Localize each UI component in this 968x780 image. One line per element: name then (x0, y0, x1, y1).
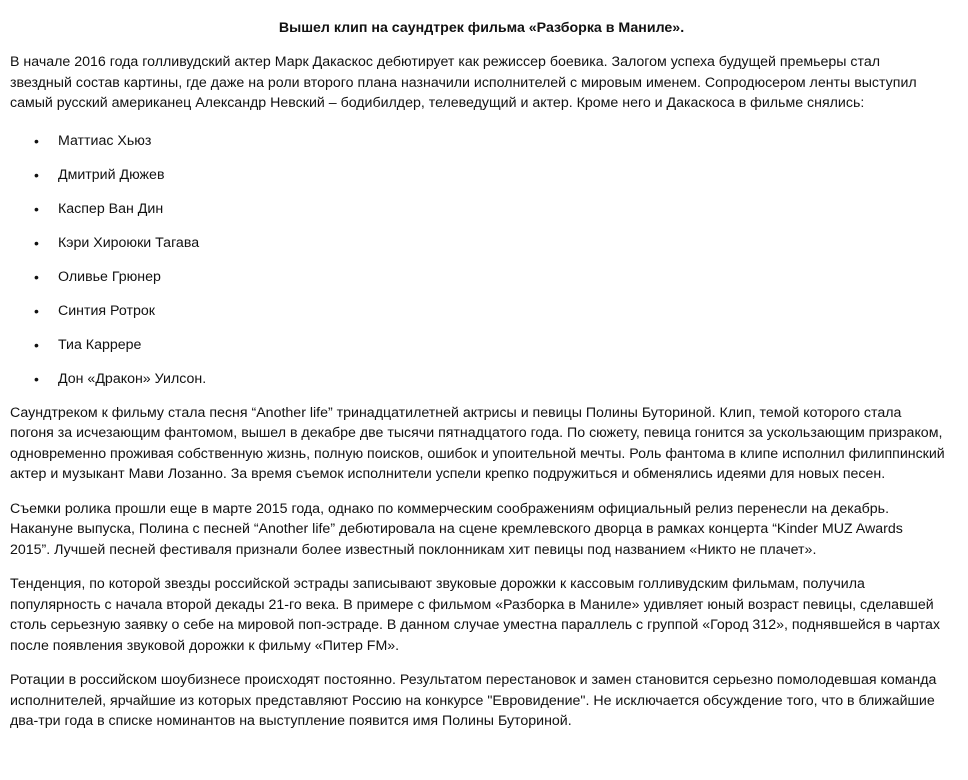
list-item (10, 165, 953, 185)
list-item (10, 369, 953, 389)
cast-name: Оливье Грюнер (58, 268, 161, 285)
bullet-icon: • (34, 132, 39, 149)
cast-name: Дмитрий Дюжев (58, 166, 165, 183)
bullet-icon: • (34, 336, 39, 353)
trend-paragraph: Тенденция, по которой звезды российской эстрады записывают звуковые дорожки к кассовым голливудским фильмам, получила популярность с начала второй декады 21-го века. В примере с фильмом «Разборка в Маниле» удивляет юный возраст певицы, сделавшей столь серьезную заявку о себе на мировой поп-эстраде. В данном случае уместна параллель с группой «Город 312», поднявшейся в чартах после появления звуковой дорожки к фильму «Питер FM». (10, 576, 941, 654)
cast-list (10, 131, 953, 389)
bullet-icon: • (34, 166, 39, 183)
list-item (10, 335, 953, 355)
document-title: Вышел клип на саундтрек фильма «Разборка в Маниле». (278, 20, 685, 36)
cast-name: Синтия Ротрок (58, 302, 155, 319)
bullet-icon: • (34, 268, 39, 285)
bullet-icon: • (34, 370, 39, 387)
cast-name: Тиа Каррере (58, 336, 142, 353)
cast-name: Маттиас Хьюз (58, 132, 152, 149)
filming-paragraph: Съемки ролика прошли еще в марте 2015 года, однако по коммерческим соображениям официальный релиз перенесли на декабрь. Накануне выпуска, Полина с песней “Another life” дебютировала на сцене кремлевского дворца в рамках концерта “Kinder MUZ Awards 2015”. Лучшей песней фестиваля признали более известный поклонникам хит певицы под названием «Никто не плачет». (10, 500, 903, 558)
list-item (10, 131, 953, 151)
cast-name: Дон «Дракон» Уилсон. (58, 370, 207, 387)
list-item (10, 267, 953, 287)
cast-name: Каспер Ван Дин (58, 200, 164, 217)
list-item (10, 233, 953, 253)
rotation-paragraph: Ротации в российском шоубизнесе происходят постоянно. Результатом перестановок и замен становится серьезно помолодевшая команда исполнителей, ярчайшие из которых представляют Россию на конкурсе "Евровидение". Не исключается обсуждение того, что в ближайшие два-три года в списке номинантов на выступление появится имя Полины Буториной. (10, 672, 937, 729)
intro-paragraph: В начале 2016 года голливудский актер Марк Дакаскос дебютирует как режиссер боевика. Залогом успеха будущей премьеры стал звездный состав картины, где даже на роли второго плана назначили исполнителей с мировым именем. Сопродюсером ленты выступил самый русский американец Александр Невский – бодибилдер, телеведущий и актер. Кроме него и Дакаскоса в фильме снялись: (10, 54, 917, 111)
bullet-icon: • (34, 200, 39, 217)
soundtrack-paragraph: Саундтреком к фильму стала песня “Another life” тринадцатилетней актрисы и певицы Полины Буториной. Клип, темой которого стала погоня за исчезающим фантомом, вышел в декабре две тысячи пятнадцатого года. По сюжету, певица гонится за ускользающим призраком, одновременно проживая собственную жизнь, полную поисков, ошибок и упоительной мечты. Роль фантома в клипе исполнил филиппинский актер и музыкант Мави Лозанно. За время съемок исполнители успели крепко подружиться и обменялись идеями для новых песен. (10, 404, 945, 482)
cast-name: Кэри Хироюки Тагава (58, 234, 200, 251)
bullet-icon: • (34, 302, 39, 319)
bullet-icon: • (34, 234, 39, 251)
list-item (10, 199, 953, 219)
list-item (10, 301, 953, 321)
